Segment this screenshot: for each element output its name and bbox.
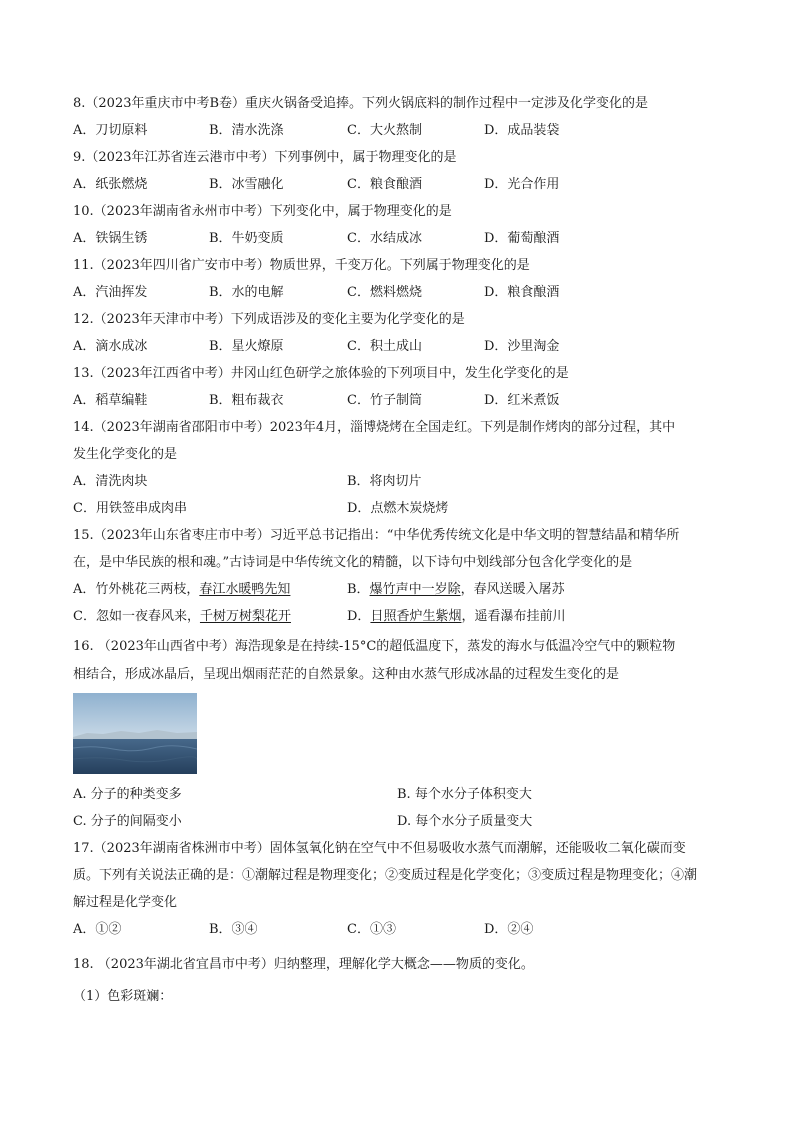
q17-option-c: C．①③ <box>347 922 396 937</box>
q14-option-d: D．点燃木炭烧烤 <box>347 501 449 516</box>
q13-option-b: B．粗布裁衣 <box>209 393 284 408</box>
sea-smoke-photo <box>73 693 197 774</box>
q13-option-a: A．稻草编鞋 <box>73 393 148 408</box>
q16-option-d: D. 每个水分子质量变大 <box>397 814 533 829</box>
q15-option-a <box>73 581 290 599</box>
q9-option-d: D．光合作用 <box>484 177 560 192</box>
question-16-stem-line1: 16. （2023年山西省中考）海浩现象是在持续-15°C的超低温度下，蒸发的海水与低温冷空气中的颗粒物 <box>73 639 676 654</box>
q17-option-d: D．②④ <box>484 922 534 937</box>
question-16-stem-line2: 相结合，形成冰晶后，呈现出烟雨茫茫的自然景象。这种由水蒸气形成冰晶的过程发生变化的是 <box>73 667 620 682</box>
question-15-stem-line1: 15.（2023年山东省枣庄市中考）习近平总书记指出：“中华优秀传统文化是中华文明的智慧结晶和精华所 <box>73 528 680 543</box>
question-17-stem-line1: 17.（2023年湖南省株洲市中考）固体氢氧化钠在空气中不但易吸收水蒸气而潮解，还能吸收二氧化碳而变 <box>73 841 686 856</box>
q12-option-b: B．星火燎原 <box>209 339 284 354</box>
q12-option-c: C．积土成山 <box>347 339 422 354</box>
q15-option-d-underlined: 日照香炉生紫烟 <box>370 609 462 624</box>
q11-option-c: C．燃料燃烧 <box>347 285 422 300</box>
q10-option-b: B．牛奶变质 <box>209 231 284 246</box>
q17-option-a: A．①② <box>73 922 122 937</box>
q15-option-b-suffix: ，春风送暖入屠苏 <box>460 582 565 597</box>
q16-option-a: A. 分子的种类变多 <box>73 787 182 802</box>
q15-option-c <box>73 608 291 626</box>
q8-option-c: C．大火熬制 <box>347 123 422 138</box>
q8-option-a: A．刀切原料 <box>73 123 148 138</box>
question-18-stem: 18. （2023年湖北省宜昌市中考）归纳整理，理解化学大概念——物质的变化。 <box>73 957 534 972</box>
q17-option-b: B．③④ <box>209 922 258 937</box>
q15-option-d-suffix: ，遥看瀑布挂前川 <box>461 609 566 624</box>
q15-option-b-underlined: 爆竹声中一岁除 <box>369 582 461 597</box>
q15-option-c-prefix: C．忽如一夜春风来， <box>73 609 200 624</box>
question-14-stem-line1: 14.（2023年湖南省邵阳市中考）2023年4月，淄博烧烤在全国走红。下列是制作烤肉的部分过程，其中 <box>73 420 676 435</box>
q9-option-a: A．纸张燃烧 <box>73 177 148 192</box>
q15-option-d-prefix: D． <box>347 609 371 624</box>
q10-option-c: C．水结成冰 <box>347 231 422 246</box>
question-8-stem: 8.（2023年重庆市中考B卷）重庆火锅备受追捧。下列火锅底料的制作过程中一定涉及化学变化的是 <box>73 96 649 111</box>
question-15-stem-line2: 在，是中华民族的根和魂。”古诗词是中华传统文化的精髓，以下诗句中划线部分包含化学变化的是 <box>73 555 633 570</box>
question-11-stem: 11.（2023年四川省广安市中考）物质世界，千变万化。下列属于物理变化的是 <box>73 258 530 273</box>
q16-option-c: C. 分子的间隔变小 <box>73 814 182 829</box>
question-10-stem: 10.（2023年湖南省永州市中考）下列变化中，属于物理变化的是 <box>73 204 452 219</box>
question-14-stem-line2: 发生化学变化的是 <box>73 447 178 462</box>
q11-option-b: B．水的电解 <box>209 285 284 300</box>
q13-option-d: D．红米煮饭 <box>484 393 560 408</box>
q9-option-b: B．冰雪融化 <box>209 177 284 192</box>
q11-option-d: D．粮食酿酒 <box>484 285 560 300</box>
q15-option-b-prefix: B． <box>347 582 370 597</box>
q10-option-d: D．葡萄酿酒 <box>484 231 560 246</box>
question-9-stem: 9.（2023年江苏省连云港市中考）下列事例中，属于物理变化的是 <box>73 150 457 165</box>
question-17-stem-line3: 解过程是化学变化 <box>73 895 178 910</box>
sea-smoke-photo-image <box>73 693 197 774</box>
q15-option-b <box>347 581 565 599</box>
q14-option-a: A．清洗肉块 <box>73 474 148 489</box>
q15-option-c-underlined: 千树万树梨花开 <box>199 609 291 624</box>
q10-option-a: A．铁锅生锈 <box>73 231 148 246</box>
q12-option-a: A．滴水成冰 <box>73 339 148 354</box>
q14-option-c: C．用铁签串成肉串 <box>73 501 187 516</box>
question-17-stem-line2: 质。下列有关说法正确的是：①潮解过程是物理变化；②变质过程是化学变化；③变质过程是物理变化；④潮 <box>73 868 698 883</box>
q15-option-d <box>347 608 565 626</box>
q12-option-d: D．沙里淘金 <box>484 339 560 354</box>
q14-option-b: B．将肉切片 <box>347 474 422 489</box>
q15-option-a-underlined: 春江水暖鸭先知 <box>199 582 291 597</box>
question-18-subquestion-1: （1）色彩斑斓： <box>73 989 173 1004</box>
q13-option-c: C．竹子制筒 <box>347 393 422 408</box>
q9-option-c: C．粮食酿酒 <box>347 177 422 192</box>
q16-option-b: B. 每个水分子体积变大 <box>397 787 532 802</box>
q8-option-d: D．成品装袋 <box>484 123 560 138</box>
question-13-stem: 13.（2023年江西省中考）井冈山红色研学之旅体验的下列项目中，发生化学变化的是 <box>73 366 569 381</box>
q8-option-b: B．清水洗涤 <box>209 123 284 138</box>
q15-option-a-prefix: A．竹外桃花三两枝， <box>73 582 200 597</box>
question-12-stem: 12.（2023年天津市中考）下列成语涉及的变化主要为化学变化的是 <box>73 312 465 327</box>
q11-option-a: A．汽油挥发 <box>73 285 148 300</box>
